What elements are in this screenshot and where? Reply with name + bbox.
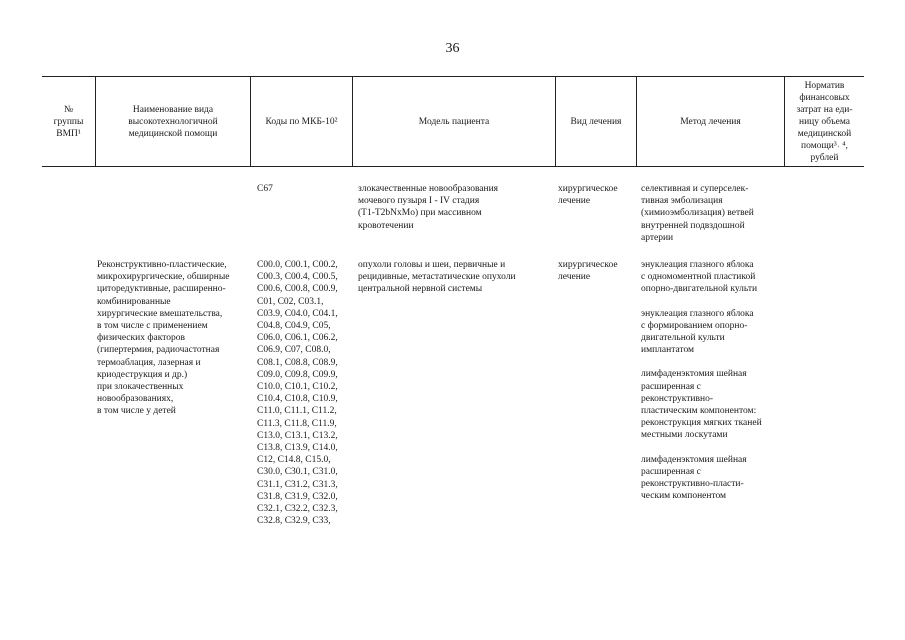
- model-line: (T1-T2bNxMo) при массивном: [358, 208, 482, 219]
- method-line: имплантатом: [641, 345, 695, 356]
- method-line: с формированием опорно-: [641, 320, 748, 331]
- method-line: лимфаденэктомия шейная: [641, 369, 747, 380]
- treatment-line: лечение: [558, 272, 591, 283]
- icd-code-line: C00.6, C00.8, C00.9,: [257, 284, 338, 295]
- treatment-line: хирургическое: [558, 260, 618, 270]
- header-cost-norm: [785, 77, 864, 166]
- method-line: селективная и суперселек-: [641, 184, 749, 194]
- header-line: ницу объема: [798, 116, 851, 127]
- model-line: опухоли головы и шеи, первичные и: [358, 260, 506, 270]
- icd-code-line: C04.8, C04.9, C05,: [257, 321, 331, 332]
- model-line: центральной нервной системы: [358, 284, 483, 295]
- header-patient-model: Модель пациента: [418, 116, 490, 127]
- care-type-line: циторедуктивные, расширенно-: [97, 284, 226, 295]
- header-group-number: [42, 77, 95, 166]
- method-line: двигательной культи: [641, 333, 725, 344]
- icd-code-line: C30.0, C30.1, C31.0,: [257, 467, 338, 478]
- icd-code-line: C12, C14.8, C15.0,: [257, 455, 331, 466]
- header-icd-codes: Коды по МКБ-10²: [265, 116, 338, 127]
- header-line: помощи³˒ ⁴,: [801, 140, 848, 151]
- method-line: расширенная с: [641, 466, 701, 477]
- care-type-line: хирургические вмешательства,: [97, 308, 223, 319]
- care-type-line: в том числе у детей: [97, 406, 176, 417]
- icd-code-line: C11.0, C11.1, C11.2,: [257, 406, 337, 417]
- method-line: тивная эмболизация: [641, 196, 723, 207]
- row1-treatment-type: [558, 183, 618, 207]
- header-line: высокотехнологичной: [128, 116, 218, 127]
- row1-patient-model: [358, 183, 498, 232]
- row2-icd-codes: [257, 259, 338, 527]
- method-line: энуклеация глазного яблока: [641, 308, 754, 319]
- header-bottom-rule: [42, 166, 864, 167]
- icd-code-line: C08.1, C08.8, C08.9,: [257, 357, 338, 368]
- header-line: финансовых: [799, 92, 850, 103]
- model-line: мочевого пузыря I - IV стадия: [358, 196, 480, 207]
- row1-treatment-method: [641, 183, 754, 244]
- care-type-line: Реконструктивно-пластические,: [97, 260, 227, 270]
- header-line: Норматив: [804, 80, 845, 91]
- header-line: медицинской: [797, 128, 852, 139]
- row2-care-type-name: [97, 259, 229, 418]
- method-line: внутренней подвздошной: [641, 220, 745, 231]
- row2-treatment-type: [558, 259, 618, 283]
- method-line: (химиоэмболизация) ветвей: [641, 208, 754, 219]
- icd-code-line: C09.0, C09.8, C09.9,: [257, 369, 338, 380]
- method-line: реконструктивно-пласти-: [641, 479, 744, 490]
- icd-code-line: C06.9, C07, C08.0,: [257, 345, 331, 356]
- model-line: кровотечении: [358, 220, 414, 231]
- page-number: 36: [445, 41, 460, 56]
- header-treatment-type: Вид лечения: [570, 116, 622, 127]
- icd-code-line: C11.3, C11.8, C11.9,: [257, 418, 337, 429]
- method-line: артерии: [641, 232, 674, 243]
- model-line: злокачественные новообразования: [358, 184, 499, 194]
- method-line: с одномоментной пластикой: [641, 272, 756, 283]
- header-line: группы: [53, 116, 84, 127]
- icd-code-line: C32.8, C32.9, C33,: [257, 516, 331, 527]
- icd-code-line: C00.0, C00.1, C00.2,: [257, 260, 338, 270]
- method-block: [641, 308, 762, 357]
- care-type-line: в том числе с применением: [97, 321, 208, 332]
- treatment-line: лечение: [558, 196, 591, 207]
- row2-treatment-methods: [641, 259, 762, 514]
- model-line: рецидивные, метастатические опухоли: [358, 272, 516, 283]
- header-line: медицинской помощи: [128, 128, 218, 139]
- method-line: лимфаденэктомия шейная: [641, 454, 747, 465]
- icd-code-line: C31.1, C31.2, C31.3,: [257, 479, 338, 490]
- method-line: опорно-двигательной культи: [641, 284, 758, 295]
- icd-code-line: C31.8, C31.9, C32.0,: [257, 491, 338, 502]
- icd-code-line: C67: [257, 184, 273, 194]
- care-type-line: новообразованиях,: [97, 394, 174, 405]
- header-line: №: [63, 104, 74, 115]
- icd-code-line: C01, C02, C03.1,: [257, 296, 324, 307]
- care-type-line: комбинированные: [97, 296, 171, 307]
- method-block: [641, 368, 762, 441]
- row1-icd-codes: [257, 183, 273, 195]
- method-block: [641, 454, 762, 503]
- method-block: [641, 259, 762, 296]
- care-type-line: (гипертермия, радиочастотная: [97, 345, 220, 356]
- header-line: затрат на еди-: [796, 104, 853, 115]
- icd-code-line: C06.0, C06.1, C06.2,: [257, 333, 338, 344]
- header-line: рублей: [810, 152, 839, 163]
- icd-code-line: C13.8, C13.9, C14.0,: [257, 443, 338, 454]
- care-type-line: криодеструкция и др.): [97, 369, 188, 380]
- method-line: пластическим компонентом:: [641, 406, 757, 417]
- method-line: местными лоскутами: [641, 430, 728, 441]
- icd-code-line: C10.4, C10.8, C10.9,: [257, 394, 338, 405]
- method-line: реконструктивно-: [641, 393, 714, 404]
- method-line: расширенная с: [641, 381, 701, 392]
- care-type-line: термоаблация, лазерная и: [97, 357, 201, 368]
- method-line: реконструкция мягких тканей: [641, 418, 762, 429]
- care-type-line: микрохирургические, обширные: [97, 272, 230, 283]
- method-line: ческим компонентом: [641, 491, 727, 502]
- care-type-line: физических факторов: [97, 333, 185, 344]
- icd-code-line: C00.3, C00.4, C00.5,: [257, 272, 338, 283]
- row2-patient-model: [358, 259, 516, 296]
- treatment-line: хирургическое: [558, 184, 618, 194]
- icd-code-line: C13.0, C13.1, C13.2,: [257, 430, 338, 441]
- method-line: энуклеация глазного яблока: [641, 260, 754, 270]
- icd-code-line: C32.1, C32.2, C32.3,: [257, 504, 338, 515]
- header-line: Наименование вида: [132, 104, 214, 115]
- header-treatment-method: Метод лечения: [680, 116, 741, 127]
- icd-code-line: C10.0, C10.1, C10.2,: [257, 382, 338, 393]
- care-type-line: при злокачественных: [97, 382, 184, 393]
- icd-code-line: C03.9, C04.0, C04.1,: [257, 308, 338, 319]
- header-line: ВМП¹: [56, 128, 81, 139]
- header-care-type: [96, 77, 250, 166]
